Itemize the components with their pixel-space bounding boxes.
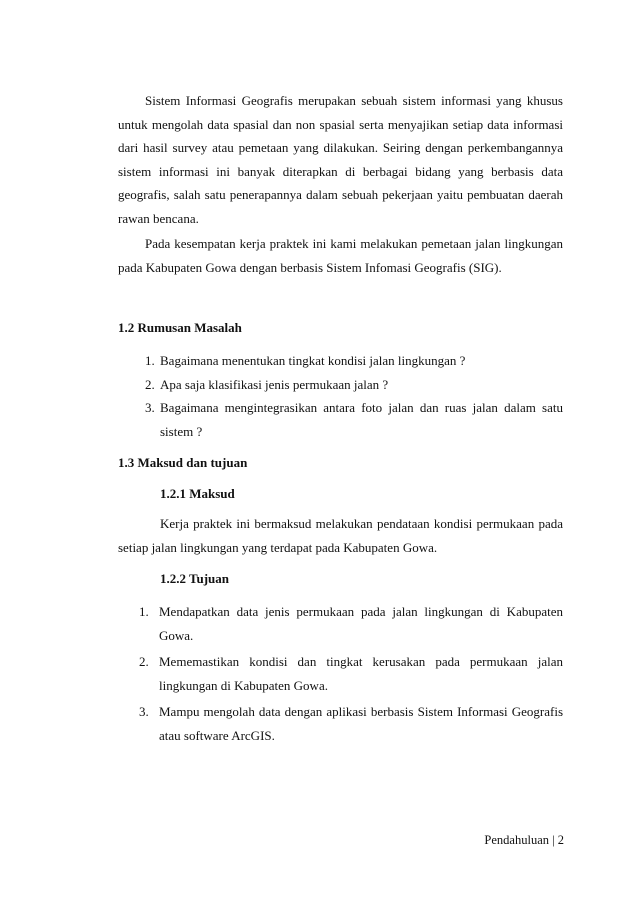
list-item-number: 3. [145,400,155,416]
list-item-number: 1. [139,604,149,619]
list-item [132,396,563,443]
list-item-number: 1. [145,353,155,368]
heading-tujuan: 1.2.2 Tujuan [160,571,230,586]
list-item-text: Mendapatkan data jenis permukaan pada jalan lingkungan di Kabupaten Gowa. [159,604,563,643]
paragraph-kerja-praktek: Pada kesempatan kerja praktek ini kami melakukan pemetaan jalan lingkungan pada Kabupaten Gowa dengan berbasis Sistem Infomasi Geografis (SIG). [118,236,563,275]
list-item [132,373,563,397]
list-item-number: 2. [145,376,155,392]
list-item [118,650,563,697]
list-item-text: Mememastikan kondisi dan tingkat kerusakan pada permukaan jalan lingkungan di Kabupaten Gowa. [159,654,563,693]
list-item-number: 2. [139,654,149,670]
tujuan-list [118,600,563,751]
heading-maksud: 1.2.1 Maksud [160,486,235,501]
list-item [118,700,563,747]
list-item-text: Bagaimana mengintegrasikan antara foto jalan dan ruas jalan dalam satu sistem ? [160,400,563,439]
list-item-number: 3. [139,704,149,720]
list-item [118,600,563,647]
page-footer: Pendahuluan | 2 [484,833,564,847]
heading-rumusan-masalah: 1.2 Rumusan Masalah [118,320,242,335]
list-item [132,349,563,373]
rumusan-masalah-list [132,349,563,443]
list-item-text: Bagaimana menentukan tingkat kondisi jalan lingkungan ? [160,353,466,368]
paragraph-intro: Sistem Informasi Geografis merupakan sebuah sistem informasi yang khusus untuk mengolah data spasial dan non spasial serta menyajikan setiap data informasi dari hasil survey atau pemetaan yang dilakukan. Seiring dengan perkembangannya sistem informasi ini banyak diterapkan di berbagai bidang yang berbasis data geografis, salah satu penerapannya dalam sebuah pekerjaan yaitu pembuatan daerah rawan bencana. [118,93,563,226]
heading-maksud-tujuan: 1.3 Maksud dan tujuan [118,455,248,470]
list-item-text: Mampu mengolah data dengan aplikasi berbasis Sistem Informasi Geografis atau software ArcGIS. [159,704,563,743]
paragraph-maksud: Kerja praktek ini bermaksud melakukan pendataan kondisi permukaan pada setiap jalan lingkungan yang terdapat pada Kabupaten Gowa. [118,516,563,555]
list-item-text: Apa saja klasifikasi jenis permukaan jalan ? [160,376,389,392]
